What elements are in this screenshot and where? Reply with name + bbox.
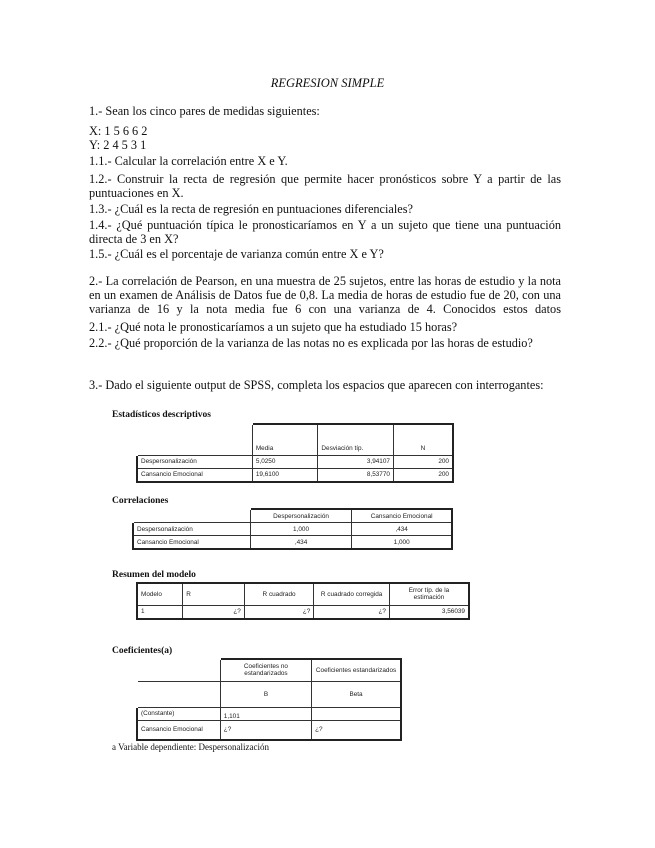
cell-n: 200 [393,468,453,482]
ex1-question-5: 1.5.- ¿Cuál es el porcentaje de varianza común entre X e Y? [89,247,384,261]
ex1-intro: 1.- Sean los cinco pares de medidas siguientes: [89,104,320,118]
resumen-table-title: Resumen del modelo [112,570,196,580]
cell-r2-unknown: ¿? [244,605,314,619]
document-title: REGRESION SIMPLE [270,76,385,90]
descriptive-stats-table [136,423,454,483]
header-n: N [393,424,453,455]
cell-beta-unknown: ¿? [312,720,401,740]
cell-desviacion: 8,53770 [318,468,394,482]
header-r-cuadrado: R cuadrado [244,583,314,605]
desc-table-title: Estadísticos descriptivos [112,410,211,420]
header-media: Media [252,424,318,455]
ex2-question-1: 2.1.- ¿Qué nota le pronosticaríamos a un sujeto que ha estudiado 15 horas? [89,320,458,334]
cell-beta [312,707,401,720]
ex2-question-2: 2.2.- ¿Qué proporción de la varianza de las notas no es explicada por las horas de estudio? [89,336,533,350]
header-estandarizados: Coeficientes estandarizados [312,659,401,681]
header-no-estandarizados: Coeficientes no estandarizados [220,659,311,681]
cell-r2c-unknown: ¿? [314,605,390,619]
cell-r-unknown: ¿? [183,605,244,619]
cell-corr: 1,000 [250,523,352,536]
table-footnote: a Variable dependiente: Despersonalización [112,742,270,752]
row-label: Cansancio Emocional [133,536,250,550]
row-label: (Constante) [137,707,220,720]
cell-media: 19,6100 [252,468,318,482]
model-summary-table [136,582,470,620]
ex1-question-3: 1.3.- ¿Cuál es la recta de regresión en puntuaciones diferenciales? [89,202,414,216]
ex1-question-1: 1.1.- Calcular la correlación entre X e Y. [89,154,288,168]
ex1-x-values: X: 1 5 6 6 2 [89,124,148,138]
row-label: Despersonalización [137,455,252,468]
cell-corr: ,434 [250,536,352,550]
cell-b-unknown: ¿? [220,720,311,740]
ex1-y-values: Y: 2 4 5 3 1 [89,138,147,152]
row-label: Cansancio Emocional [137,468,252,482]
header-beta: Beta [312,681,401,707]
coef-table-title: Coeficientes(a) [112,646,173,656]
ex1-question-2: 1.2.- Construir la recta de regresión que permite hacer pronósticos sobre Y a partir de las puntuaciones en X. [89,172,561,200]
cell-error-tipico: 3,56039 [389,605,469,619]
cell-n: 200 [393,455,453,468]
row-label: Despersonalización [133,523,250,536]
cell-corr: 1,000 [352,536,452,550]
corr-table-title: Correlaciones [112,496,169,506]
header-modelo: Modelo [137,583,183,605]
header-error-tipico: Error típ. de la estimación [389,583,469,605]
cell-media: 5,0250 [252,455,318,468]
header-b: B [220,681,311,707]
row-label: Cansancio Emocional [137,720,220,740]
cell-desviacion: 3,94107 [318,455,394,468]
ex3-intro: 3.- Dado el siguiente output de SPSS, completa los espacios que aparecen con interrogantes: [89,378,544,392]
coefficients-table [136,658,402,741]
cell-modelo: 1 [137,605,183,619]
header-r-cuadrado-corregida: R cuadrado corregida [314,583,390,605]
ex2-statement: 2.- La correlación de Pearson, en una muestra de 25 sujetos, entre las horas de estudio y la nota en un examen de Análisis de Datos fue de 0,8. La media de horas de estudio fue de 20, con una varianza de 16 y la nota media fue 6 con una varianza de 4. Conocidos estos datos [89,274,561,316]
correlations-table [132,508,453,550]
header-cansancio: Cansancio Emocional [352,509,452,523]
cell-corr: ,434 [352,523,452,536]
cell-b: 1,101 [220,707,311,720]
header-despersonalizacion: Despersonalización [250,509,352,523]
ex1-question-4: 1.4.- ¿Qué puntuación típica le pronosticaríamos en Y a un sujeto que tiene una puntuación directa de 3 en X? [89,218,561,246]
header-r: R [183,583,244,605]
header-desviacion: Desviación típ. [318,424,394,455]
